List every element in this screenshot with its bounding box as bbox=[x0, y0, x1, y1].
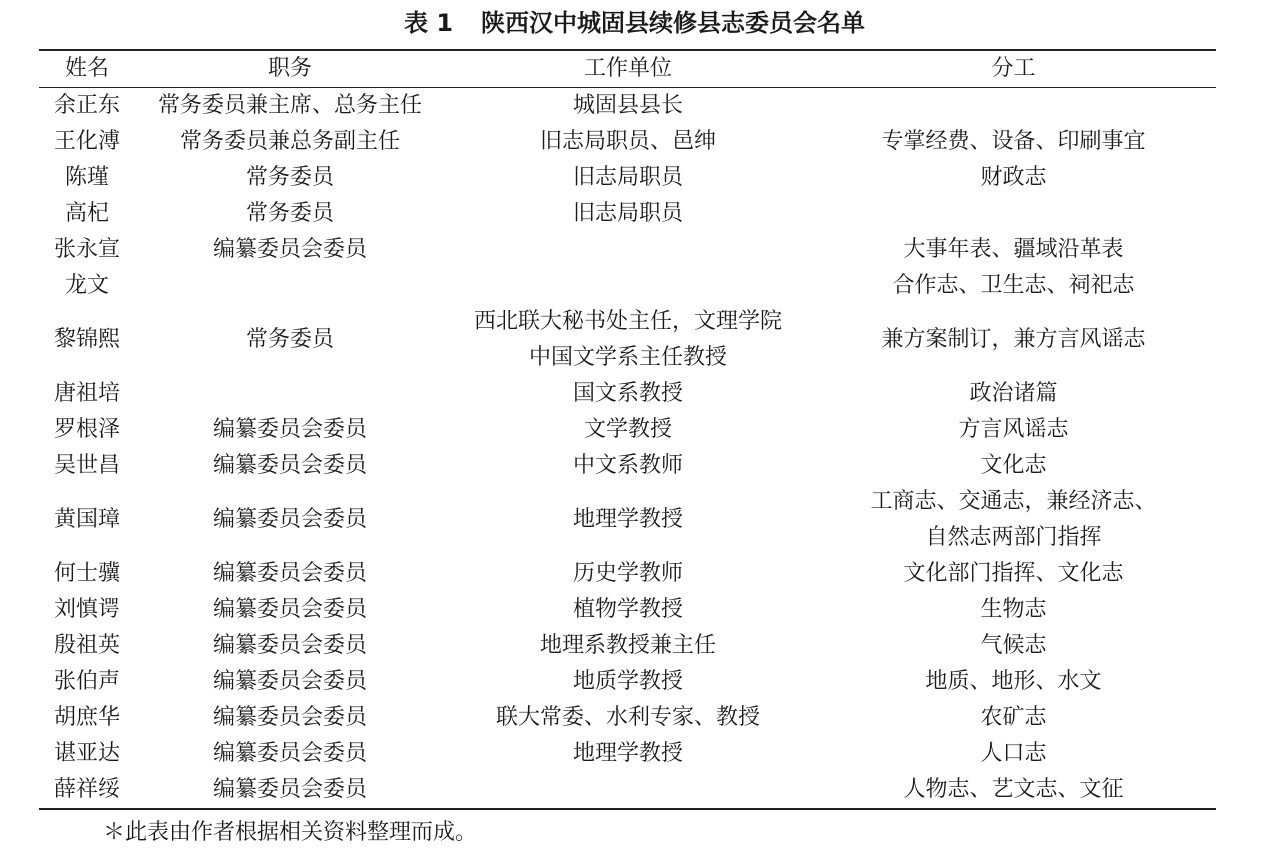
table-row bbox=[39, 412, 1216, 448]
cell-role: 编纂委员会委员 bbox=[212, 417, 367, 442]
cell-name: 龙文 bbox=[64, 273, 109, 298]
cell-duty-line: 农矿志 bbox=[980, 705, 1047, 730]
cell-duty-line: 生物志 bbox=[980, 597, 1047, 622]
cell-duty bbox=[811, 160, 1216, 196]
cell-unit-line: 西北联大秘书处主任，文理学院 bbox=[473, 309, 782, 334]
cell-unit-line: 地理学教授 bbox=[572, 741, 683, 766]
cell-unit bbox=[445, 484, 811, 556]
table-row bbox=[39, 160, 1216, 196]
cell-unit bbox=[445, 232, 811, 268]
cell-name: 胡庶华 bbox=[53, 705, 120, 730]
cell-name: 黄国璋 bbox=[53, 507, 120, 532]
cell-unit-line: 旧志局职员、邑绅 bbox=[539, 129, 716, 154]
cell-role: 编纂委员会委员 bbox=[135, 772, 445, 809]
cell-name: 刘慎谔 bbox=[53, 597, 120, 622]
table-row bbox=[39, 124, 1216, 160]
cell-unit bbox=[445, 412, 811, 448]
cell-duty-line: 地质、地形、水文 bbox=[925, 669, 1102, 694]
cell-name: 谌亚达 bbox=[53, 741, 120, 766]
header-role: 职务 bbox=[135, 50, 445, 88]
cell-duty-line: 气候志 bbox=[980, 633, 1047, 658]
cell-unit-line: 国文系教授 bbox=[572, 381, 683, 406]
cell-duty-line: 人物志、艺文志、文征 bbox=[903, 777, 1124, 802]
cell-duty-line: 文化志 bbox=[980, 453, 1047, 478]
cell-duty-line: 自然志两部门指挥 bbox=[925, 525, 1102, 550]
cell-unit bbox=[445, 448, 811, 484]
cell-name: 罗根泽 bbox=[53, 417, 120, 442]
cell-unit-line: 联大常委、水利专家、教授 bbox=[495, 705, 760, 730]
table-row bbox=[39, 628, 1216, 664]
cell-duty-line: 工商志、交通志，兼经济志、 bbox=[870, 489, 1157, 514]
cell-duty-line: 财政志 bbox=[980, 165, 1047, 190]
cell-duty bbox=[811, 772, 1216, 809]
cell-duty bbox=[811, 448, 1216, 484]
cell-role: 编纂委员会委员 bbox=[212, 237, 367, 262]
cell-role: 常务委员 bbox=[245, 201, 334, 226]
table-number: 表 1 bbox=[403, 9, 454, 37]
cell-duty bbox=[811, 268, 1216, 304]
cell-name: 张永宣 bbox=[53, 237, 120, 262]
cell-unit-line: 地理系教授兼主任 bbox=[539, 633, 716, 658]
cell-unit bbox=[445, 592, 811, 628]
cell-duty-line: 专掌经费、设备、印刷事宜 bbox=[881, 129, 1146, 154]
table-row bbox=[39, 376, 1216, 412]
table-row bbox=[39, 664, 1216, 700]
table-row bbox=[39, 304, 1216, 376]
table-row bbox=[39, 268, 1216, 304]
cell-duty bbox=[811, 376, 1216, 412]
cell-unit bbox=[445, 304, 811, 376]
cell-name: 高杞 bbox=[64, 201, 109, 226]
cell-unit bbox=[445, 88, 811, 125]
cell-role: 常务委员兼总务副主任 bbox=[179, 129, 400, 154]
cell-role: 常务委员 bbox=[245, 327, 334, 352]
cell-name: 吴世昌 bbox=[53, 453, 120, 478]
cell-name: 余正东 bbox=[53, 93, 120, 118]
cell-duty bbox=[811, 88, 1216, 125]
header-row bbox=[39, 50, 1216, 88]
table-row bbox=[39, 448, 1216, 484]
cell-unit-line: 历史学教师 bbox=[572, 561, 683, 586]
header-unit: 工作单位 bbox=[445, 50, 811, 88]
cell-name: 陈瑾 bbox=[64, 165, 109, 190]
cell-unit bbox=[445, 628, 811, 664]
cell-unit-line: 文学教授 bbox=[583, 417, 672, 442]
table-note: ＊此表由作者根据相关资料整理而成。 bbox=[103, 820, 478, 845]
cell-unit-line: 旧志局职员 bbox=[572, 201, 683, 226]
table-row bbox=[39, 556, 1216, 592]
cell-unit bbox=[445, 664, 811, 700]
table-row bbox=[39, 232, 1216, 268]
cell-duty bbox=[811, 664, 1216, 700]
cell-duty bbox=[811, 628, 1216, 664]
cell-duty-line: 兼方案制订，兼方言风谣志 bbox=[881, 327, 1146, 352]
cell-duty bbox=[811, 124, 1216, 160]
cell-role: 编纂委员会委员 bbox=[212, 597, 367, 622]
cell-unit-line: 地质学教授 bbox=[572, 669, 683, 694]
cell-duty bbox=[811, 412, 1216, 448]
table-row bbox=[39, 592, 1216, 628]
cell-role: 编纂委员会委员 bbox=[212, 507, 367, 532]
cell-unit-line: 城固县县长 bbox=[572, 93, 683, 118]
table-row bbox=[39, 772, 1216, 809]
table-row bbox=[39, 88, 1216, 125]
table-body bbox=[39, 88, 1216, 810]
cell-unit bbox=[445, 736, 811, 772]
cell-unit bbox=[445, 268, 811, 304]
table-row bbox=[39, 484, 1216, 556]
cell-name: 黎锦熙 bbox=[53, 327, 120, 352]
cell-role: 编纂委员会委员 bbox=[212, 705, 367, 730]
cell-name: 薛祥绥 bbox=[39, 772, 135, 809]
cell-unit bbox=[445, 772, 811, 809]
cell-unit bbox=[445, 160, 811, 196]
cell-role: 编纂委员会委员 bbox=[212, 633, 367, 658]
cell-unit-line: 中文系教师 bbox=[572, 453, 683, 478]
cell-duty bbox=[811, 736, 1216, 772]
cell-unit bbox=[445, 700, 811, 736]
cell-unit bbox=[445, 196, 811, 232]
cell-role: 常务委员兼主席、总务主任 bbox=[157, 93, 422, 118]
cell-role: 编纂委员会委员 bbox=[212, 741, 367, 766]
cell-name: 张伯声 bbox=[53, 669, 120, 694]
cell-unit bbox=[445, 376, 811, 412]
cell-duty bbox=[811, 304, 1216, 376]
cell-duty bbox=[811, 196, 1216, 232]
table-row bbox=[39, 196, 1216, 232]
cell-duty bbox=[811, 484, 1216, 556]
cell-unit-line: 地理学教授 bbox=[572, 507, 683, 532]
table-title bbox=[0, 6, 1269, 40]
cell-duty bbox=[811, 700, 1216, 736]
cell-duty-line: 大事年表、疆域沿革表 bbox=[903, 237, 1124, 262]
cell-role: 编纂委员会委员 bbox=[212, 453, 367, 478]
header-duty: 分工 bbox=[811, 50, 1216, 88]
cell-duty-line: 方言风谣志 bbox=[958, 417, 1069, 442]
table-row bbox=[39, 700, 1216, 736]
cell-duty bbox=[811, 556, 1216, 592]
cell-name: 唐祖培 bbox=[53, 381, 120, 406]
cell-role bbox=[135, 268, 445, 304]
header-name: 姓名 bbox=[39, 50, 135, 88]
cell-role: 编纂委员会委员 bbox=[212, 669, 367, 694]
cell-unit-line: 植物学教授 bbox=[572, 597, 683, 622]
table-caption: 陕西汉中城固县续修县志委员会名单 bbox=[481, 9, 866, 37]
cell-role: 编纂委员会委员 bbox=[212, 561, 367, 586]
cell-duty-line: 政治诸篇 bbox=[969, 381, 1058, 406]
cell-name: 何士骥 bbox=[53, 561, 120, 586]
cell-unit bbox=[445, 556, 811, 592]
cell-unit bbox=[445, 124, 811, 160]
cell-role: 常务委员 bbox=[245, 165, 334, 190]
table-row bbox=[39, 736, 1216, 772]
cell-unit-line: 中国文学系主任教授 bbox=[528, 345, 727, 370]
cell-name: 殷祖英 bbox=[53, 633, 120, 658]
cell-duty-line: 合作志、卫生志、祠祀志 bbox=[892, 273, 1135, 298]
cell-duty-line: 人口志 bbox=[980, 741, 1047, 766]
cell-name: 王化溥 bbox=[53, 129, 120, 154]
cell-duty-line: 文化部门指挥、文化志 bbox=[903, 561, 1124, 586]
cell-unit-line: 旧志局职员 bbox=[572, 165, 683, 190]
committee-table bbox=[39, 49, 1216, 810]
cell-duty bbox=[811, 232, 1216, 268]
cell-role bbox=[135, 376, 445, 412]
cell-duty bbox=[811, 592, 1216, 628]
